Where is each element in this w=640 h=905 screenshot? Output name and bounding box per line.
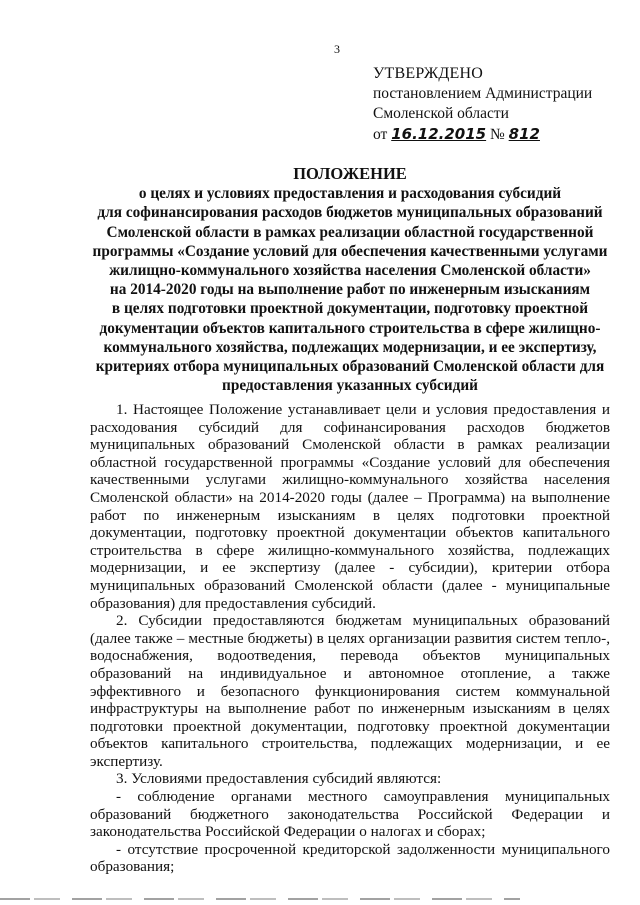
approval-heading: УТВЕРЖДЕНО (373, 65, 484, 82)
condition-item-2: - отсутствие просроченной кредиторской задолженности муниципального образования; (90, 840, 610, 876)
handwritten-date: 16.12.2015 (391, 125, 487, 143)
date-prefix: от (373, 126, 388, 143)
title-line: коммунального хозяйства, подлежащих модернизации, и ее экспертизу, (103, 338, 597, 356)
condition-item-1: - соблюдение органами местного самоуправления муниципальных образований бюджетного законодательства Российской Федерации и законодательства Российской Федерации о налогах и сборах; (90, 788, 610, 841)
title-line: для софинансирования расходов бюджетов муниципальных образований (97, 204, 603, 222)
title-line: на 2014-2020 годы на выполнение работ по инженерным изысканиям (109, 281, 591, 299)
paragraph-3: 3. Условиями предоставления субсидий являются: (116, 770, 442, 788)
title-line: документации объектов капитального строительства в сфере жилищно- (99, 319, 601, 337)
document-body (90, 401, 610, 876)
title-line: жилищно-коммунального хозяйства населения Смоленской области» (109, 262, 591, 280)
approval-line-2: Смоленской области (373, 105, 509, 122)
title-line: предоставления указанных субсидий (222, 377, 478, 395)
paragraph-1: 1. Настоящее Положение устанавливает цели и условия предоставления и расходования субсидий для софинансирования расходов бюджетов муниципальных образований Смоленской области в рамках реализации областной государственной программы «Создание условий для обеспечения качественными услугами жилищно-коммунального хозяйства населения Смоленской области» на 2014-2020 годы (далее – Программа) на выполнение работ по инженерным изысканиям в целях подготовки проектной документации, подготовку проектной документации объектов капитального строительства в сфере жилищно-коммунального хозяйства, подлежащих модернизации, и ее экспертизу (далее - субсидии), критерии отбора муниципальных образований Смоленской области (далее - муниципальные образования) для предоставления субсидий. (90, 401, 610, 612)
title-line: программы «Создание условий для обеспечения качественными услугами (92, 242, 608, 260)
title-line: критериях отбора муниципальных образований Смоленской области для (95, 358, 605, 376)
title-heading: ПОЛОЖЕНИЕ (293, 164, 407, 183)
approval-stamp (373, 64, 592, 145)
number-prefix: № (489, 126, 505, 143)
handwritten-number: 812 (508, 125, 540, 143)
approval-line-1: постановлением Администрации (373, 85, 593, 102)
document-title (60, 164, 640, 395)
title-line: Смоленской области в рамках реализации областной государственной (106, 223, 594, 241)
title-line: о целях и условиях предоставления и расходования субсидий (138, 185, 562, 203)
scan-artifact-line (0, 898, 520, 900)
paragraph-2: 2. Субсидии предоставляются бюджетам муниципальных образований (далее также – местные бюджеты) в целях организации развития систем тепло-, водоснабжения, водоотведения, перевода объектов муниципальных образований на индивидуальное и автономное отопление, а также эффективного и безопасного функционирования систем коммунальной инфраструктуры на выполнение работ по инженерным изысканиям в целях подготовки проектной документации, подготовку проектной документации объектов капитального строительства, подлежащих модернизации, и ее экспертизу. (90, 612, 610, 770)
title-line: в целях подготовки проектной документации, подготовку проектной (111, 300, 589, 318)
approval-date-line (373, 124, 592, 145)
page-number: 3 (334, 42, 340, 56)
